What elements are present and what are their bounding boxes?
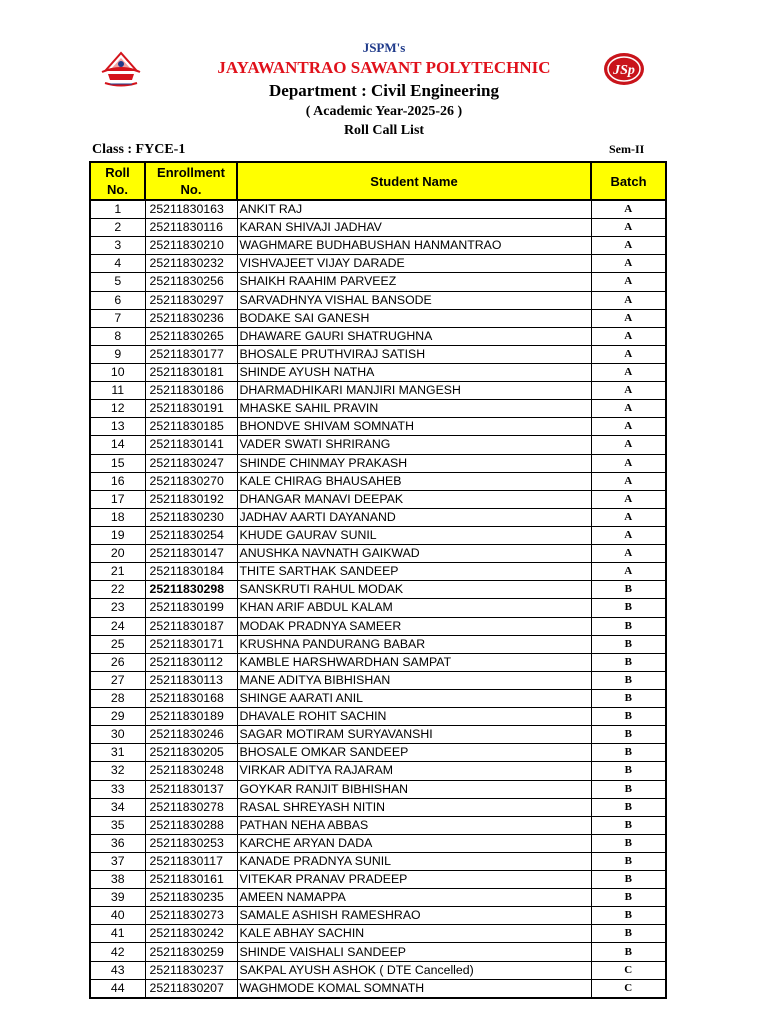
roll-no-cell: 18: [90, 508, 145, 526]
enrollment-no-cell: 25211830181: [145, 363, 237, 381]
table-row: [90, 744, 666, 762]
student-name-cell: MODAK PRADNYA SAMEER: [237, 617, 591, 635]
enrollment-no-cell: 25211830199: [145, 599, 237, 617]
enrollment-no-cell: 25211830270: [145, 472, 237, 490]
batch-cell: B: [591, 852, 666, 870]
batch-cell: A: [591, 563, 666, 581]
batch-cell: B: [591, 889, 666, 907]
enrollment-no-cell: 25211830235: [145, 889, 237, 907]
batch-cell: B: [591, 617, 666, 635]
roll-no-cell: 25: [90, 635, 145, 653]
batch-cell: B: [591, 689, 666, 707]
roll-no-cell: 7: [90, 309, 145, 327]
table-row: [90, 508, 666, 526]
table-row: [90, 291, 666, 309]
batch-cell: A: [591, 255, 666, 273]
student-name-cell: PATHAN NEHA ABBAS: [237, 816, 591, 834]
table-row: [90, 599, 666, 617]
batch-cell: A: [591, 219, 666, 237]
table-row: [90, 526, 666, 544]
enrollment-no-cell: 25211830171: [145, 635, 237, 653]
batch-cell: B: [591, 871, 666, 889]
batch-cell: A: [591, 273, 666, 291]
table-row: [90, 563, 666, 581]
batch-cell: B: [591, 834, 666, 852]
table-row: [90, 454, 666, 472]
batch-cell: B: [591, 671, 666, 689]
batch-cell: A: [591, 526, 666, 544]
enrollment-no-cell: 25211830232: [145, 255, 237, 273]
enrollment-no-cell: 25211830278: [145, 798, 237, 816]
enrollment-no-cell: 25211830205: [145, 744, 237, 762]
enrollment-no-cell: 25211830161: [145, 871, 237, 889]
roll-no-cell: 1: [90, 200, 145, 219]
enrollment-no-cell: 25211830265: [145, 327, 237, 345]
roll-no-cell: 5: [90, 273, 145, 291]
batch-cell: A: [591, 508, 666, 526]
table-row: [90, 798, 666, 816]
student-name-cell: BHOSALE OMKAR SANDEEP: [237, 744, 591, 762]
department-title: Department : Civil Engineering: [269, 81, 499, 100]
table-row: [90, 889, 666, 907]
table-row: [90, 237, 666, 255]
table-row: [90, 200, 666, 219]
table-row: [90, 472, 666, 490]
student-name-cell: VISHVAJEET VIJAY DARADE: [237, 255, 591, 273]
batch-cell: B: [591, 635, 666, 653]
enrollment-no-cell: 25211830191: [145, 400, 237, 418]
enrollment-no-header: Enrollment No.: [145, 162, 237, 200]
student-name-cell: KAMBLE HARSHWARDHAN SAMPAT: [237, 653, 591, 671]
student-name-cell: BHONDVE SHIVAM SOMNATH: [237, 418, 591, 436]
batch-cell: B: [591, 726, 666, 744]
batch-cell: B: [591, 907, 666, 925]
roll-no-cell: 23: [90, 599, 145, 617]
batch-cell: B: [591, 653, 666, 671]
enrollment-no-cell: 25211830147: [145, 545, 237, 563]
roll-no-cell: 19: [90, 526, 145, 544]
student-name-cell: VIRKAR ADITYA RAJARAM: [237, 762, 591, 780]
roll-no-cell: 13: [90, 418, 145, 436]
table-row: [90, 780, 666, 798]
student-name-cell: KRUSHNA PANDURANG BABAR: [237, 635, 591, 653]
table-row: [90, 617, 666, 635]
institute-name: JAYAWANTRAO SAWANT POLYTECHNIC: [217, 58, 551, 77]
roll-no-cell: 43: [90, 961, 145, 979]
student-name-cell: KARAN SHIVAJI JADHAV: [237, 219, 591, 237]
student-name-cell: SHINGE AARATI ANIL: [237, 689, 591, 707]
enrollment-no-cell: 25211830207: [145, 979, 237, 998]
roll-no-cell: 40: [90, 907, 145, 925]
roll-no-cell: 17: [90, 490, 145, 508]
batch-cell: A: [591, 363, 666, 381]
enrollment-no-cell: 25211830254: [145, 526, 237, 544]
roll-no-cell: 35: [90, 816, 145, 834]
enrollment-no-cell: 25211830184: [145, 563, 237, 581]
enrollment-no-cell: 25211830248: [145, 762, 237, 780]
student-name-cell: DHAWARE GAURI SHATRUGHNA: [237, 327, 591, 345]
student-name-cell: SAKPAL AYUSH ASHOK ( DTE Cancelled): [237, 961, 591, 979]
student-name-cell: AMEEN NAMAPPA: [237, 889, 591, 907]
roll-no-cell: 2: [90, 219, 145, 237]
student-name-cell: SANSKRUTI RAHUL MODAK: [237, 581, 591, 599]
batch-cell: B: [591, 708, 666, 726]
table-row: [90, 581, 666, 599]
table-row: [90, 490, 666, 508]
batch-cell: B: [591, 943, 666, 961]
batch-cell: A: [591, 418, 666, 436]
roll-no-cell: 27: [90, 671, 145, 689]
enrollment-no-cell: 25211830113: [145, 671, 237, 689]
roll-no-cell: 8: [90, 327, 145, 345]
table-row: [90, 382, 666, 400]
enrollment-no-cell: 25211830117: [145, 852, 237, 870]
batch-cell: A: [591, 545, 666, 563]
enrollment-no-cell: 25211830168: [145, 689, 237, 707]
batch-cell: B: [591, 816, 666, 834]
roll-no-cell: 31: [90, 744, 145, 762]
roll-no-cell: 33: [90, 780, 145, 798]
enrollment-no-cell: 25211830137: [145, 780, 237, 798]
roll-no-cell: 38: [90, 871, 145, 889]
batch-cell: B: [591, 581, 666, 599]
student-name-header: Student Name: [237, 162, 591, 200]
enrollment-no-cell: 25211830298: [145, 581, 237, 599]
roll-no-cell: 30: [90, 726, 145, 744]
batch-cell: C: [591, 961, 666, 979]
roll-no-cell: 20: [90, 545, 145, 563]
student-name-cell: BODAKE SAI GANESH: [237, 309, 591, 327]
table-row: [90, 653, 666, 671]
batch-header: Batch: [591, 162, 666, 200]
table-row: [90, 255, 666, 273]
roll-no-header: Roll No.: [90, 162, 145, 200]
table-row: [90, 943, 666, 961]
table-row: [90, 871, 666, 889]
enrollment-no-cell: 25211830237: [145, 961, 237, 979]
student-name-cell: JADHAV AARTI DAYANAND: [237, 508, 591, 526]
enrollment-no-cell: 25211830246: [145, 726, 237, 744]
table-row: [90, 961, 666, 979]
roll-no-cell: 41: [90, 925, 145, 943]
table-row: [90, 219, 666, 237]
roll-no-cell: 28: [90, 689, 145, 707]
enrollment-no-cell: 25211830253: [145, 834, 237, 852]
batch-cell: A: [591, 345, 666, 363]
batch-cell: A: [591, 400, 666, 418]
student-name-cell: DHANGAR MANAVI DEEPAK: [237, 490, 591, 508]
batch-cell: A: [591, 291, 666, 309]
roll-no-cell: 12: [90, 400, 145, 418]
roll-no-cell: 32: [90, 762, 145, 780]
student-name-cell: BHOSALE PRUTHVIRAJ SATISH: [237, 345, 591, 363]
table-row: [90, 834, 666, 852]
student-name-cell: KALE ABHAY SACHIN: [237, 925, 591, 943]
student-name-cell: SHINDE AYUSH NATHA: [237, 363, 591, 381]
student-name-cell: WAGHMODE KOMAL SOMNATH: [237, 979, 591, 998]
roll-no-cell: 44: [90, 979, 145, 998]
roll-call-table: [89, 161, 667, 999]
enrollment-no-cell: 25211830230: [145, 508, 237, 526]
table-row: [90, 852, 666, 870]
student-name-cell: THITE SARTHAK SANDEEP: [237, 563, 591, 581]
enrollment-no-cell: 25211830242: [145, 925, 237, 943]
roll-no-cell: 36: [90, 834, 145, 852]
enrollment-no-cell: 25211830177: [145, 345, 237, 363]
table-row: [90, 363, 666, 381]
roll-no-cell: 34: [90, 798, 145, 816]
list-title: Roll Call List: [343, 123, 425, 138]
roll-no-cell: 14: [90, 436, 145, 454]
student-name-cell: KHAN ARIF ABDUL KALAM: [237, 599, 591, 617]
batch-cell: B: [591, 599, 666, 617]
roll-no-cell: 11: [90, 382, 145, 400]
batch-cell: C: [591, 979, 666, 998]
enrollment-no-cell: 25211830189: [145, 708, 237, 726]
table-row: [90, 418, 666, 436]
table-row: [90, 726, 666, 744]
student-name-cell: RASAL SHREYASH NITIN: [237, 798, 591, 816]
academic-year: ( Academic Year-2025-26 ): [305, 104, 463, 119]
enrollment-no-cell: 25211830186: [145, 382, 237, 400]
roll-no-cell: 3: [90, 237, 145, 255]
roll-no-cell: 37: [90, 852, 145, 870]
student-name-cell: KHUDE GAURAV SUNIL: [237, 526, 591, 544]
class-label: Class : FYCE-1: [92, 142, 186, 157]
batch-cell: A: [591, 327, 666, 345]
table-row: [90, 309, 666, 327]
enrollment-no-cell: 25211830192: [145, 490, 237, 508]
batch-cell: B: [591, 798, 666, 816]
batch-cell: B: [591, 762, 666, 780]
enrollment-no-cell: 25211830185: [145, 418, 237, 436]
table-row: [90, 545, 666, 563]
student-name-cell: KALE CHIRAG BHAUSAHEB: [237, 472, 591, 490]
enrollment-no-cell: 25211830247: [145, 454, 237, 472]
student-name-cell: MANE ADITYA BIBHISHAN: [237, 671, 591, 689]
table-row: [90, 907, 666, 925]
enrollment-no-cell: 25211830297: [145, 291, 237, 309]
roll-no-cell: 21: [90, 563, 145, 581]
roll-no-cell: 39: [90, 889, 145, 907]
roll-no-cell: 22: [90, 581, 145, 599]
student-name-cell: SARVADHNYA VISHAL BANSODE: [237, 291, 591, 309]
student-name-cell: MHASKE SAHIL PRAVIN: [237, 400, 591, 418]
batch-cell: A: [591, 472, 666, 490]
student-name-cell: SAMALE ASHISH RAMESHRAO: [237, 907, 591, 925]
enrollment-no-cell: 25211830187: [145, 617, 237, 635]
roll-no-cell: 4: [90, 255, 145, 273]
student-name-cell: SHINDE CHINMAY PRAKASH: [237, 454, 591, 472]
student-name-cell: SAGAR MOTIRAM SURYAVANSHI: [237, 726, 591, 744]
roll-no-cell: 29: [90, 708, 145, 726]
table-header-row: [90, 162, 666, 200]
roll-no-cell: 16: [90, 472, 145, 490]
table-row: [90, 345, 666, 363]
roll-no-cell: 42: [90, 943, 145, 961]
roll-no-cell: 10: [90, 363, 145, 381]
roll-no-cell: 15: [90, 454, 145, 472]
roll-no-cell: 24: [90, 617, 145, 635]
batch-cell: A: [591, 490, 666, 508]
batch-cell: B: [591, 780, 666, 798]
student-name-cell: DHARMADHIKARI MANJIRI MANGESH: [237, 382, 591, 400]
roll-no-cell: 26: [90, 653, 145, 671]
enrollment-no-cell: 25211830141: [145, 436, 237, 454]
enrollment-no-cell: 25211830236: [145, 309, 237, 327]
table-row: [90, 273, 666, 291]
enrollment-no-cell: 25211830116: [145, 219, 237, 237]
batch-cell: A: [591, 382, 666, 400]
batch-cell: A: [591, 237, 666, 255]
enrollment-no-cell: 25211830259: [145, 943, 237, 961]
student-name-cell: KANADE PRADNYA SUNIL: [237, 852, 591, 870]
enrollment-no-cell: 25211830273: [145, 907, 237, 925]
table-row: [90, 327, 666, 345]
roll-no-cell: 9: [90, 345, 145, 363]
student-name-cell: KARCHE ARYAN DADA: [237, 834, 591, 852]
enrollment-no-cell: 25211830288: [145, 816, 237, 834]
student-name-cell: WAGHMARE BUDHABUSHAN HANMANTRAO: [237, 237, 591, 255]
student-name-cell: VADER SWATI SHRIRANG: [237, 436, 591, 454]
batch-cell: B: [591, 744, 666, 762]
table-row: [90, 979, 666, 998]
student-name-cell: ANKIT RAJ: [237, 200, 591, 219]
table-row: [90, 708, 666, 726]
table-row: [90, 671, 666, 689]
enrollment-no-cell: 25211830112: [145, 653, 237, 671]
student-name-cell: DHAVALE ROHIT SACHIN: [237, 708, 591, 726]
student-name-cell: GOYKAR RANJIT BIBHISHAN: [237, 780, 591, 798]
batch-cell: A: [591, 436, 666, 454]
student-name-cell: SHAIKH RAAHIM PARVEEZ: [237, 273, 591, 291]
table-row: [90, 816, 666, 834]
student-name-cell: SHINDE VAISHALI SANDEEP: [237, 943, 591, 961]
batch-cell: A: [591, 454, 666, 472]
table-row: [90, 925, 666, 943]
org-name: JSPM's: [362, 40, 406, 55]
table-row: [90, 762, 666, 780]
roll-no-cell: 6: [90, 291, 145, 309]
svg-text:JSp: JSp: [613, 63, 635, 78]
table-row: [90, 635, 666, 653]
table-row: [90, 689, 666, 707]
enrollment-no-cell: 25211830163: [145, 200, 237, 219]
enrollment-no-cell: 25211830256: [145, 273, 237, 291]
student-name-cell: VITEKAR PRANAV PRADEEP: [237, 871, 591, 889]
semester-label: Sem-II: [609, 142, 645, 156]
batch-cell: A: [591, 309, 666, 327]
batch-cell: A: [591, 200, 666, 219]
batch-cell: B: [591, 925, 666, 943]
table-row: [90, 400, 666, 418]
enrollment-no-cell: 25211830210: [145, 237, 237, 255]
student-name-cell: ANUSHKA NAVNATH GAIKWAD: [237, 545, 591, 563]
table-row: [90, 436, 666, 454]
